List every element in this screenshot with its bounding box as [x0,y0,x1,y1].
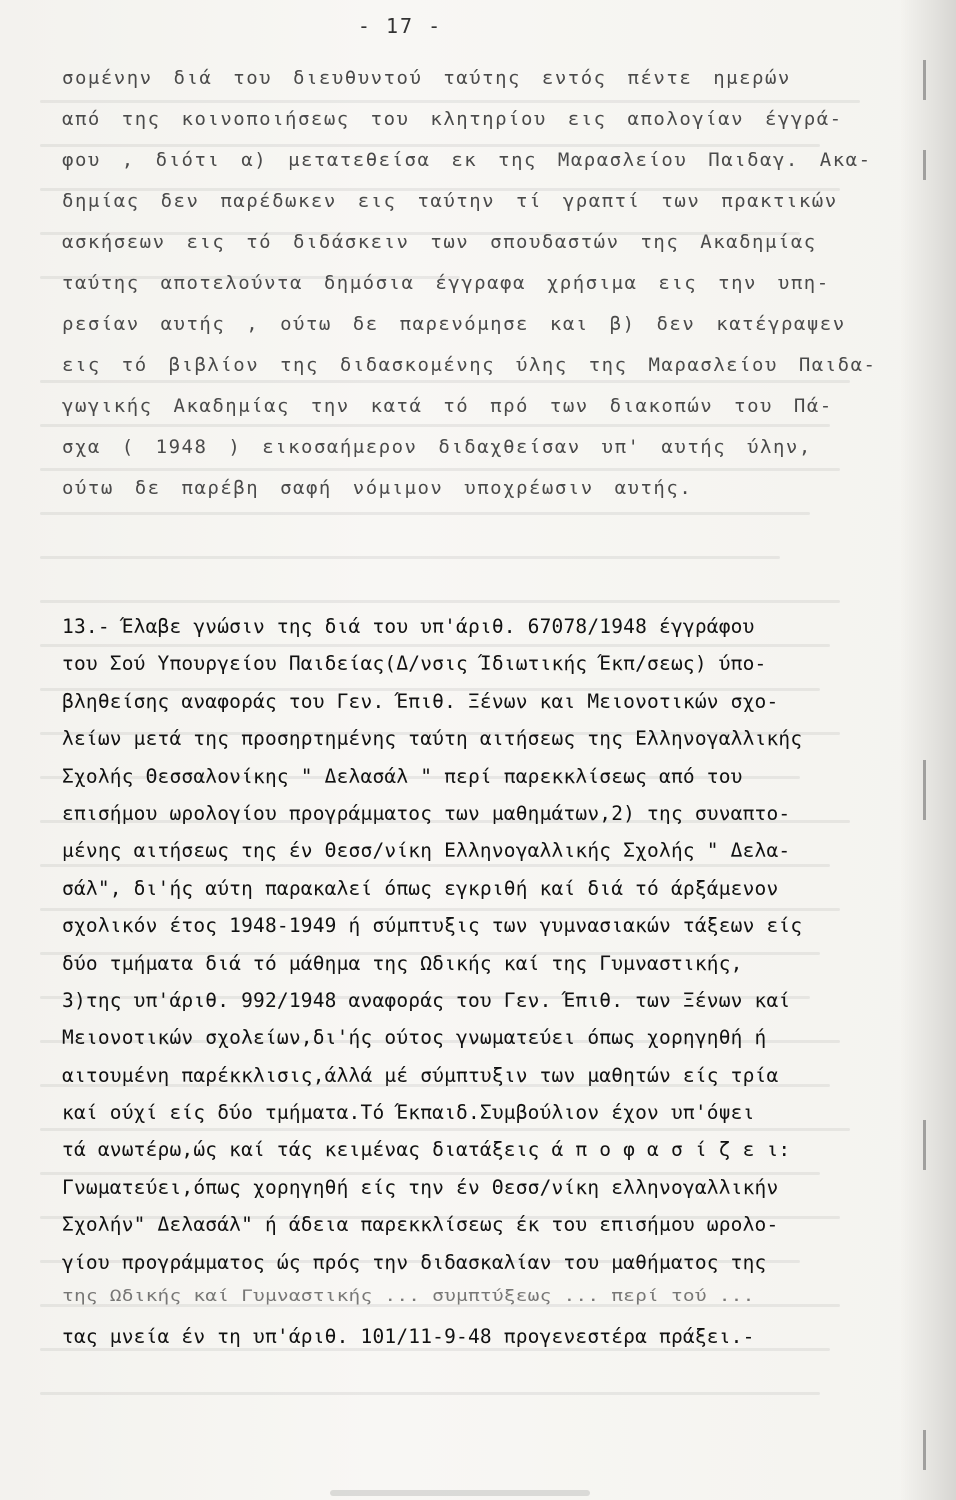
text-line: ούτω δε παρέβη σαφή νόμιμον υποχρέωσιν αυτής. [62,477,693,499]
page-edge-shadow [900,0,956,1500]
edge-mark [923,150,926,180]
text-line: λείων μετά της προσηρτημένης ταύτη αιτήσεως της Ελληνογαλλικής [62,727,803,751]
text-line: φου , διότι α) μετατεθείσα εκ της Μαρασλείου Παιδαγ. Ακα- [62,149,872,171]
text-line: Γνωματεύει,όπως χορηγηθή είς την έν Θεσσ/νίκη ελληνογαλλικήν [62,1175,779,1199]
text-line-partial: της Ωδικής καί Γυμναστικής ... συμπτύξεως ... περί τού ... [62,1286,755,1306]
text-line: τά ανωτέρω,ώς καί τάς κειμένας διατάξεις ά π ο φ α σ ί ζ ε ι: [62,1138,791,1162]
text-line: γωγικής Ακαδημίας την κατά τό πρό των διακοπών του Πά- [62,395,833,417]
text-line: εις τό βιβλίον της διδασκομένης ύλης της Μαρασλείου Παιδα- [62,354,877,376]
text-line: δημίας δεν παρέδωκεν εις ταύτην τί γραπτί των πρακτικών [62,190,838,212]
text-line: ταύτης αποτελούντα δημόσια έγγραφα χρήσιμα εις την υπη- [62,272,830,294]
text-line: επισήμου ωρολογίου προγράμματος των μαθημάτων,2) της συναπτο- [62,801,791,825]
text-line: Σχολήν" Δελασάλ" ή άδεια παρεκκλίσεως έκ του επισήμου ωρολο- [62,1213,779,1237]
text-line: 13.- Έλαβε γνώσιν της διά του υπ'άριθ. 67078/1948 έγγράφου [62,615,755,638]
text-line: σάλ", δι'ής αύτη παρακαλεί όπως εγκριθή καί διά τό άρξάμενον [62,876,779,900]
text-line: γίου προγράμματος ώς πρός την διδασκαλίαν του μαθήματος της [62,1250,767,1274]
text-line: σχα ( 1948 ) εικοσαήμερον διδαχθείσαν υπ' αυτής ύλην, [62,436,812,458]
text-line: καί ούχί είς δύο τμήματα.Τό Έκπαιδ.Συμβούλιον έχον υπ'όψει [62,1101,755,1125]
text-line: ρεσίαν αυτής , ούτω δε παρενόμησε και β) δεν κατέγραψεν [62,313,846,335]
footer-smudge [330,1490,590,1496]
page-number: - 17 - [357,14,443,38]
text-line: δύο τμήματα διά τό μάθημα της Ωδικής καί της Γυμναστικής, [62,951,743,975]
main-paragraph [62,608,902,1356]
text-line: σχολικόν έτος 1948-1949 ή σύμπτυξις των γυμνασιακών τάξεων είς [62,914,803,938]
text-line: από της κοινοποιήσεως του κλητηρίου εις απολογίαν έγγρά- [62,108,843,130]
text-line: μένης αιτήσεως της έν Θεσσ/νίκη Ελληνογαλλικής Σχολής " Δελα- [62,839,791,863]
faded-paragraph [62,58,892,509]
text-line: του Σού Υπουργείου Παιδείας(Δ/νσις Ίδιωτικής Έκπ/σεως) ύπο- [62,652,767,676]
edge-mark [923,60,926,100]
text-line: τας μνεία έν τη υπ'άριθ. 101/11-9-48 προγενεστέρα πράξει.- [62,1325,755,1349]
text-line: Μειονοτικών σχολείων,δι'ής ούτος γνωματεύει όπως χορηγηθή ή [62,1026,767,1050]
text-line: αιτουμένη παρέκκλισις,άλλά μέ σύμπτυξιν των μαθητών είς τρία [62,1063,779,1087]
text-line: βληθείσης αναφοράς του Γεν. Έπιθ. Ξένων και Μειονοτικών σχο- [62,689,779,713]
edge-mark [923,1120,926,1170]
text-line: 3)της υπ'άριθ. 992/1948 αναφοράς του Γεν. Έπιθ. των Ξένων καί [62,988,791,1012]
text-line: ασκήσεων εις τό διδάσκειν των σπουδαστών της Ακαδημίας [62,231,817,253]
text-line: Σχολής Θεσσαλονίκης " Δελασάλ " περί παρεκκλίσεως από του [62,764,743,788]
edge-mark [923,760,926,820]
edge-mark [923,1430,926,1470]
text-line: σομένην διά του διευθυντού ταύτης εντός πέντε ημερών [62,67,791,89]
